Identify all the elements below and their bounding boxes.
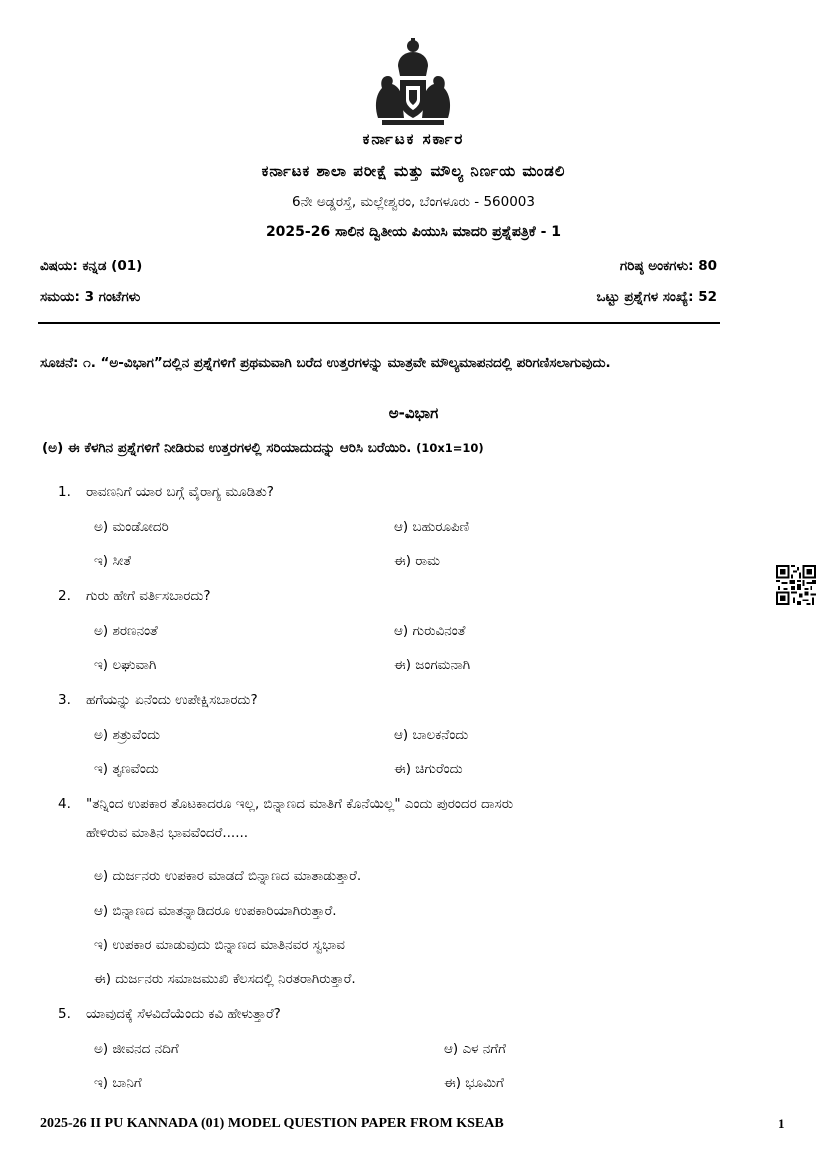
- max-marks-label: ಗರಿಷ್ಠ ಅಂಕಗಳು: 80: [619, 258, 717, 274]
- question-text: ಗುರು ಹೇಗೆ ವರ್ತಿಸಬಾರದು?: [86, 588, 211, 604]
- option-d: ಈ) ದುರ್ಜನರು ಸಮಾಜಮುಖಿ ಕೆಲಸದಲ್ಲಿ ನಿರತರಾಗಿರುತ್ತಾರೆ.: [94, 971, 356, 987]
- option-a: ಅ) ಮಂಡೋದರಿ: [94, 519, 169, 535]
- option-d: ಈ) ಭೂಮಿಗೆ: [444, 1075, 504, 1091]
- qr-code-icon: [776, 565, 816, 605]
- option-c: ಇ) ಸೀತೆ: [94, 553, 132, 569]
- option-c: ಇ) ಉಪಕಾರ ಮಾಡುವುದು ಬಿನ್ನಾಣದ ಮಾತಿನವರ ಸ್ವಭಾವ: [94, 937, 345, 953]
- question-text: ರಾವಣನಿಗೆ ಯಾರ ಬಗ್ಗೆ ವೈರಾಗ್ಯ ಮೂಡಿತು?: [86, 484, 274, 500]
- question-text: ಹಗೆಯನ್ನು ಏನೆಂದು ಉಪೇಕ್ಷಿಸಬಾರದು?: [86, 692, 258, 708]
- option-a: ಅ) ಜೀವನದ ನದಿಗೆ: [94, 1041, 179, 1057]
- board-address: 6ನೇ ಅಡ್ಡರಸ್ತೆ, ಮಲ್ಲೇಶ್ವರಂ, ಬೆಂಗಳೂರು - 560003: [292, 194, 535, 210]
- option-d: ಈ) ರಾಮ: [394, 553, 441, 569]
- question-text: ಯಾವುದಕ್ಕೆ ಸೆಳವಿದೆಯೆಂದು ಕವಿ ಹೇಳುತ್ತಾರೆ?: [86, 1006, 281, 1022]
- header-divider: [38, 322, 720, 324]
- option-d: ಈ) ಚಿಗುರೆಂದು: [394, 761, 463, 777]
- option-d: ಈ) ಜಂಗಮನಾಗಿ: [394, 657, 471, 673]
- option-c: ಇ) ತೃಣವೆಂದು: [94, 761, 159, 777]
- paper-title: 2025-26 ಸಾಲಿನ ದ್ವಿತೀಯ ಪಿಯುಸಿ ಮಾದರಿ ಪ್ರಶ್ನೆಪತ್ರಿಕೆ - 1: [265, 224, 562, 240]
- question-text-line1: "ತನ್ನಿಂದ ಉಪಕಾರ ತೊಟಕಾದರೂ ಇಲ್ಲ, ಬಿನ್ನಾಣದ ಮಾತಿಗೆ ಕೊನೆಯಿಲ್ಲ" ಎಂದು ಪುರಂದರ ದಾಸರು: [86, 796, 514, 812]
- page-footer: 2025-26 II PU KANNADA (01) MODEL QUESTION PAPER FROM KSEAB: [40, 1116, 504, 1131]
- option-a: ಅ) ದುರ್ಜನರು ಉಪಕಾರ ಮಾಡದೆ ಬಿನ್ನಾಣದ ಮಾತಾಡುತ್ತಾರೆ.: [94, 868, 362, 884]
- section-instruction: [42, 440, 484, 456]
- subject-label: ವಿಷಯ: ಕನ್ನಡ (01): [40, 258, 143, 274]
- question-number: 3.: [58, 692, 71, 708]
- option-b: ಆ) ಬಹುರೂಪಿಣಿ: [394, 519, 470, 535]
- option-b: ಆ) ಬಾಲಕನೆಂದು: [394, 727, 469, 743]
- option-c: ಇ) ಬಾನಿಗೆ: [94, 1075, 142, 1091]
- government-title: ಕರ್ನಾಟಕ ಸರ್ಕಾರ: [362, 130, 465, 148]
- state-emblem-icon: [368, 36, 458, 128]
- question-number: 4.: [58, 796, 71, 812]
- question-text-line2: ಹೇಳಿರುವ ಮಾತಿನ ಭಾವವೆಂದರೆ......: [86, 825, 249, 841]
- section-title: ಅ-ವಿಭಾಗ: [388, 404, 439, 422]
- option-a: ಅ) ಶತ್ರುವೆಂದು: [94, 727, 161, 743]
- option-c: ಇ) ಲಘುವಾಗಿ: [94, 657, 157, 673]
- question-number: 5.: [58, 1006, 71, 1022]
- option-b: ಆ) ಗುರುವಿನಂತೆ: [394, 623, 466, 639]
- instruction-text: (ಅ) ಈ ಕೆಳಗಿನ ಪ್ರಶ್ನೆಗಳಿಗೆ ನೀಡಿರುವ ಉತ್ತರಗಳಲ್ಲಿ ಸರಿಯಾದುದನ್ನು ಆರಿಸಿ ಬರೆಯಿರಿ.: [42, 440, 412, 456]
- board-title: ಕರ್ನಾಟಕ ಶಾಲಾ ಪರೀಕ್ಷೆ ಮತ್ತು ಮೌಲ್ಯ ನಿರ್ಣಯ ಮಂಡಲಿ: [261, 162, 566, 180]
- question-number: 1.: [58, 484, 71, 500]
- question-number: 2.: [58, 588, 71, 604]
- page-number: 1: [778, 1116, 785, 1131]
- instructions-note: ಸೂಚನೆ: ೧. “ಅ-ವಿಭಾಗ”ದಲ್ಲಿನ ಪ್ರಶ್ನೆಗಳಿಗೆ ಪ್ರಥಮವಾಗಿ ಬರೆದ ಉತ್ತರಗಳನ್ನು ಮಾತ್ರವೇ ಮೌಲ್ಯಮಾಪನದಲ್ಲಿ ಪರಿಗಣಿಸಲಾಗುವುದು.: [40, 355, 611, 371]
- total-questions-label: ಒಟ್ಟು ಪ್ರಶ್ನೆಗಳ ಸಂಖ್ಯೆ: 52: [596, 289, 717, 305]
- instruction-marks: (10x1=10): [416, 441, 484, 455]
- option-a: ಅ) ಶರಣನಂತೆ: [94, 623, 158, 639]
- time-label: ಸಮಯ: 3 ಗಂಟೆಗಳು: [40, 289, 141, 305]
- option-b: ಆ) ಬಿನ್ನಾಣದ ಮಾತನ್ನಾಡಿದರೂ ಉಪಕಾರಿಯಾಗಿರುತ್ತಾರೆ.: [94, 903, 337, 919]
- option-b: ಆ) ಎಳ ನಗೆಗೆ: [444, 1041, 506, 1057]
